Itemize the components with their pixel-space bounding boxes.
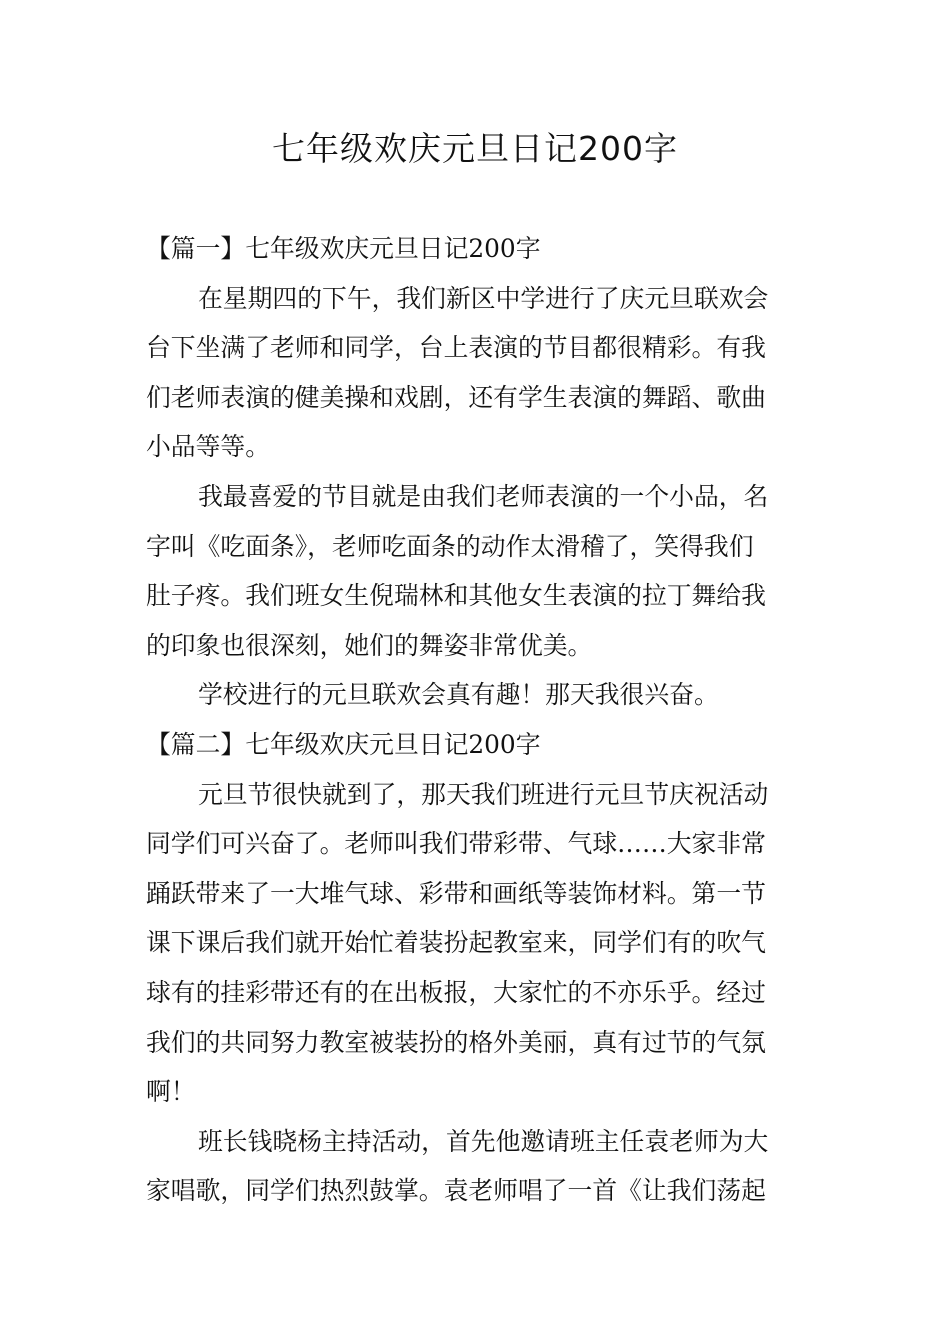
text-line: 学校进行的元旦联欢会真有趣！那天我很兴奋。: [198, 680, 719, 710]
text-line: 踊跃带来了一大堆气球、彩带和画纸等装饰材料。第一节: [146, 878, 766, 908]
text-line: 我最喜爱的节目就是由我们老师表演的一个小品，名: [198, 481, 769, 511]
text-line: 字叫《吃面条》，老师吃面条的动作太滑稽了，笑得我们: [146, 531, 754, 561]
section-heading-2: 【篇二】七年级欢庆元旦日记200字: [146, 729, 541, 759]
text-line: 班长钱晓杨主持活动，首先他邀请班主任袁老师为大: [198, 1126, 769, 1156]
text-line: 家唱歌，同学们热烈鼓掌。袁老师唱了一首《让我们荡起: [146, 1176, 766, 1206]
text-line: 肚子疼。我们班女生倪瑞林和其他女生表演的拉丁舞给我: [146, 581, 766, 611]
text-line: 台下坐满了老师和同学，台上表演的节目都很精彩。有我: [146, 333, 766, 363]
text-line: 课下课后我们就开始忙着装扮起教室来，同学们有的吹气: [146, 928, 766, 958]
text-line: 元旦节很快就到了，那天我们班进行元旦节庆祝活动: [198, 779, 769, 809]
section-heading-1: 【篇一】七年级欢庆元旦日记200字: [146, 234, 541, 263]
text-line: 们老师表演的健美操和戏剧，还有学生表演的舞蹈、歌曲: [146, 382, 766, 412]
text-line: 啊！: [146, 1077, 196, 1107]
document-title: 七年级欢庆元旦日记200字: [272, 129, 678, 168]
text-line: 同学们可兴奋了。老师叫我们带彩带、气球……大家非常: [146, 829, 766, 859]
text-line: 的印象也很深刻，她们的舞姿非常优美。: [146, 630, 593, 660]
text-line: 我们的共同努力教室被装扮的格外美丽，真有过节的气氛: [146, 1027, 766, 1057]
text-line: 球有的挂彩带还有的在出板报，大家忙的不亦乐乎。经过: [146, 977, 766, 1007]
text-line: 小品等等。: [146, 432, 270, 462]
document-body: [146, 224, 806, 1216]
text-line: 在星期四的下午，我们新区中学进行了庆元旦联欢会: [198, 283, 769, 313]
